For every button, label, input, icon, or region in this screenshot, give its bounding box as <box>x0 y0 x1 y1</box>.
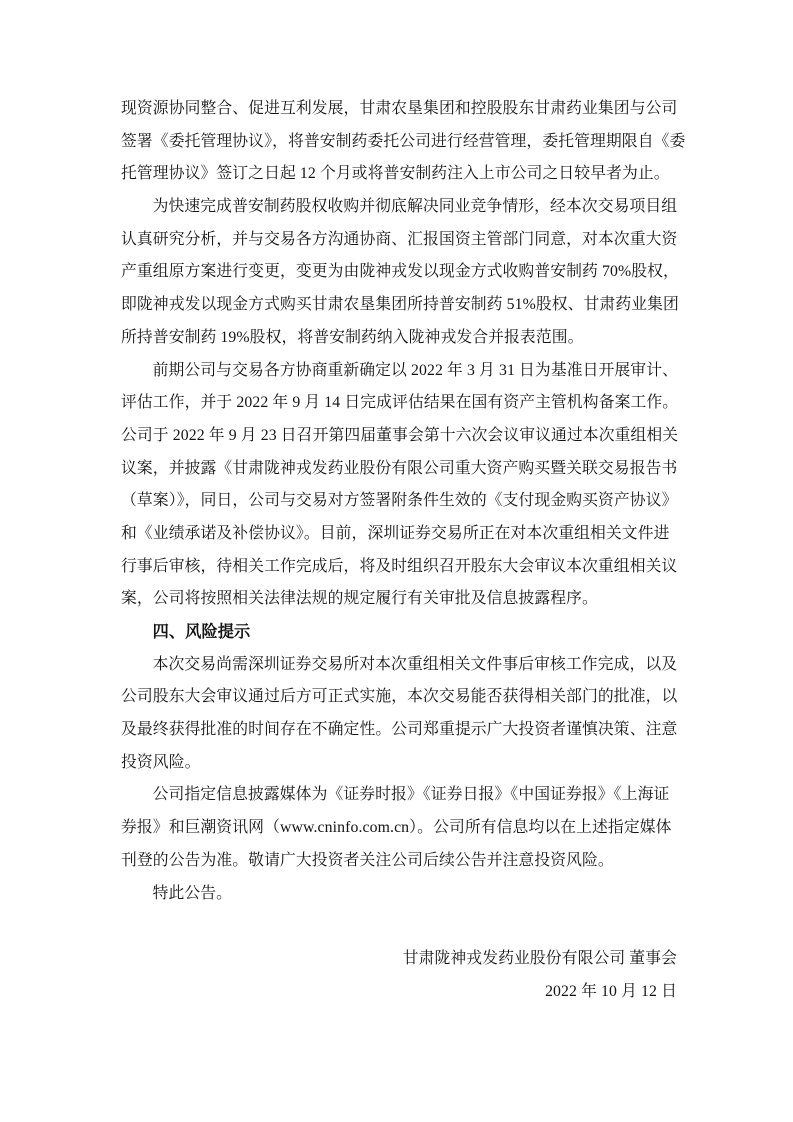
spacer <box>121 910 677 943</box>
paragraph-progress-line: 前期公司与交易各方协商重新确定以 2022 年 3 月 31 日为基准日开展审计、 <box>152 361 678 379</box>
paragraph-risk-line: 及最终获得批准的时间存在不确定性。公司郑重提示广大投资者谨慎决策、注意 <box>121 721 678 739</box>
paragraph-media-line: 刊登的公告为准。敬请广大投资者关注公司后续公告并注意投资风险。 <box>121 851 614 869</box>
paragraph-progress-line: 评估工作，并于 2022 年 9 月 14 日完成评估结果在国有资产主管机构备案工作。 <box>121 394 679 412</box>
paragraph-media-line: 公司指定信息披露媒体为《证券时报》《证券日报》《中国证券报》《上海证 <box>152 786 670 804</box>
closing-statement: 特此公告。 <box>152 884 233 902</box>
paragraph-progress-line: （草案）》，同日，公司与交易对方签署附条件生效的《支付现金购买资产协议》 <box>121 492 678 510</box>
risk-section-heading: 四、风险提示 <box>152 623 251 641</box>
paragraph-delegation-line: 签署《委托管理协议》，将普安制药委托公司进行经营管理，委托管理期限自《委 <box>121 132 686 150</box>
paragraph-progress-line: 议案，并披露《甘肃陇神戎发药业股份有限公司重大资产购买暨关联交易报告书 <box>121 459 678 477</box>
paragraph-progress-line: 和《业绩承诺及补偿协议》。目前，深圳证券交易所正在对本次重组相关文件进 <box>121 524 670 542</box>
paragraph-delegation-line: 托管理协议》签订之日起 12 个月或将普安制药注入上市公司之日较早者为止。 <box>121 165 670 183</box>
paragraph-plan-change-line: 认真研究分析，并与交易各方沟通协商、汇报国资主管部门同意，对本次重大资 <box>121 230 678 248</box>
signature-date: 2022 年 10 月 12 日 <box>545 982 677 1000</box>
paragraph-risk-line: 投资风险。 <box>121 753 201 771</box>
paragraph-risk-line: 公司股东大会审议通过后方可正式实施，本次交易能否获得相关部门的批准，以 <box>121 688 678 706</box>
paragraph-plan-change-line: 所持普安制药 19%股权，将普安制药纳入陇神戎发合并报表范围。 <box>121 328 584 346</box>
paragraph-risk-line: 本次交易尚需深圳证券交易所对本次重组相关文件事后审核工作完成，以及 <box>152 655 678 673</box>
paragraph-progress-line: 行事后审核，待相关工作完成后，将及时组织召开股东大会审议本次重组相关议 <box>121 557 678 575</box>
paragraph-plan-change-line: 产重组原方案进行变更，变更为由陇神戎发以现金方式收购普安制药 70%股权， <box>121 263 679 281</box>
paragraph-media-line: 券报》和巨潮资讯网（www.cninfo.com.cn）。公司所有信息均以在上述指定媒体 <box>121 819 672 837</box>
paragraph-delegation-line: 现资源协同整合、促进互利发展，甘肃农垦集团和控股股东甘肃药业集团与公司 <box>121 100 678 117</box>
paragraph-plan-change-line: 为快速完成普安制药股权收购并彻底解决同业竞争情形，经本次交易项目组 <box>152 198 678 216</box>
paragraph-progress-line: 公司于 2022 年 9 月 23 日召开第四届董事会第十六次会议审议通过本次重组相关 <box>121 426 679 444</box>
paragraph-progress-line: 案，公司将按照相关法律法规的规定履行有关审批及信息披露程序。 <box>121 590 598 608</box>
document-content <box>121 93 686 1008</box>
paragraph-plan-change-line: 即陇神戎发以现金方式购买甘肃农垦集团所持普安制药 51%股权、甘肃药业集团 <box>121 296 679 314</box>
signature-company: 甘肃陇神戎发药业股份有限公司 董事会 <box>402 949 677 967</box>
